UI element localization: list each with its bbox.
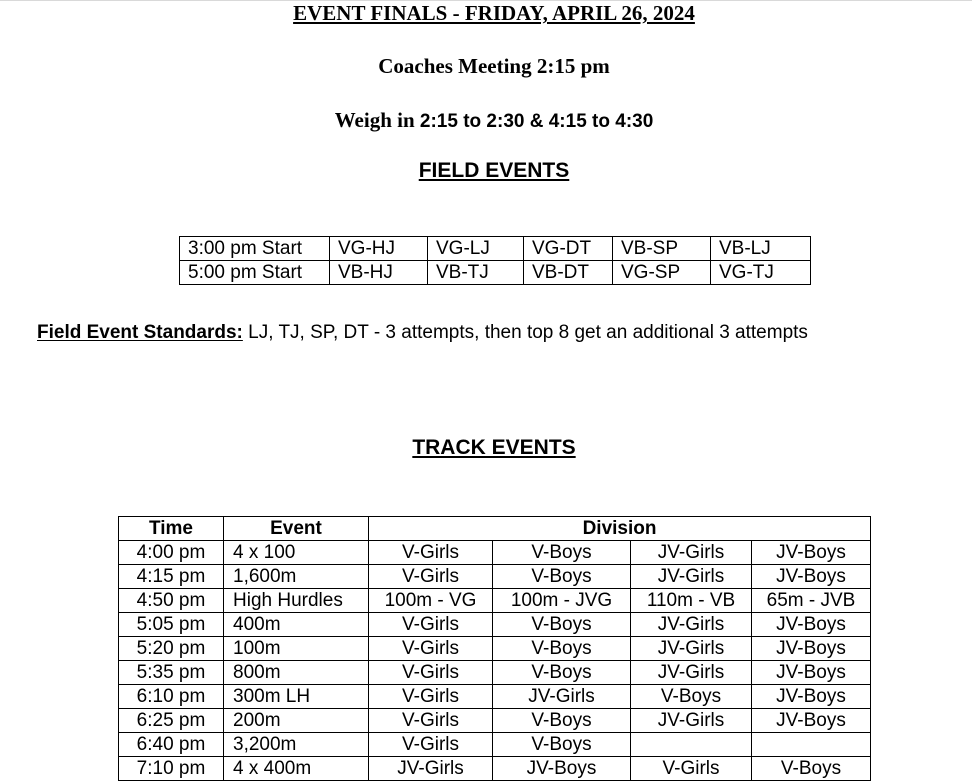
track-event-cell: 800m: [224, 661, 369, 685]
track-division-cell: V-Girls: [369, 565, 493, 589]
track-division-cell: JV-Girls: [631, 613, 752, 637]
track-time-cell: 6:40 pm: [119, 733, 224, 757]
field-start-time-cell: 3:00 pm Start: [180, 237, 330, 261]
track-division-cell: V-Boys: [631, 685, 752, 709]
track-division-cell: JV-Girls: [631, 565, 752, 589]
track-division-cell: V-Boys: [493, 565, 631, 589]
track-event-row: [119, 541, 871, 565]
track-division-cell: V-Boys: [493, 709, 631, 733]
track-event-cell: 1,600m: [224, 565, 369, 589]
track-event-row: [119, 613, 871, 637]
track-time-cell: 4:15 pm: [119, 565, 224, 589]
track-division-cell: JV-Boys: [752, 709, 871, 733]
track-division-cell: 110m - VB: [631, 589, 752, 613]
field-event-cell: VG-TJ: [711, 261, 811, 285]
field-start-time-cell: 5:00 pm Start: [180, 261, 330, 285]
track-division-cell: V-Boys: [752, 757, 871, 781]
track-event-row: [119, 709, 871, 733]
track-division-cell: [631, 733, 752, 757]
track-division-cell: V-Girls: [369, 637, 493, 661]
field-event-standards-label: Field Event Standards:: [37, 322, 243, 343]
column-header-event: Event: [224, 517, 369, 541]
track-division-cell: V-Boys: [493, 637, 631, 661]
track-division-cell: V-Boys: [493, 733, 631, 757]
track-event-cell: 400m: [224, 613, 369, 637]
track-division-cell: V-Girls: [369, 685, 493, 709]
track-event-row: [119, 661, 871, 685]
field-event-cell: VG-LJ: [428, 237, 524, 261]
track-event-row: [119, 733, 871, 757]
field-event-cell: VB-LJ: [711, 237, 811, 261]
track-events-table-body: [119, 541, 871, 781]
track-time-cell: 4:50 pm: [119, 589, 224, 613]
field-event-row: [180, 261, 811, 285]
track-event-cell: 4 x 400m: [224, 757, 369, 781]
track-division-cell: 65m - JVB: [752, 589, 871, 613]
track-division-cell: 100m - JVG: [493, 589, 631, 613]
track-event-cell: 4 x 100: [224, 541, 369, 565]
track-division-cell: JV-Boys: [752, 565, 871, 589]
track-time-cell: 7:10 pm: [119, 757, 224, 781]
track-division-cell: V-Girls: [369, 661, 493, 685]
track-division-cell: JV-Boys: [493, 757, 631, 781]
track-event-row: [119, 757, 871, 781]
weigh-in-label: Weigh in: [334, 108, 415, 132]
track-time-cell: 4:00 pm: [119, 541, 224, 565]
track-division-cell: V-Girls: [369, 709, 493, 733]
track-division-cell: JV-Boys: [752, 685, 871, 709]
track-time-cell: 5:20 pm: [119, 637, 224, 661]
track-division-cell: V-Girls: [369, 733, 493, 757]
field-event-cell: VB-HJ: [330, 261, 428, 285]
weigh-in-times: 2:15 to 2:30 & 4:15 to 4:30: [419, 111, 654, 132]
track-division-cell: JV-Boys: [752, 637, 871, 661]
track-division-cell: JV-Girls: [631, 661, 752, 685]
field-event-cell: VG-SP: [613, 261, 711, 285]
weigh-in-text: [0, 108, 972, 133]
coaches-meeting-text: Coaches Meeting 2:15 pm: [378, 54, 610, 78]
track-division-cell: V-Girls: [369, 613, 493, 637]
field-event-cell: VB-SP: [613, 237, 711, 261]
field-events-table: [179, 236, 811, 285]
track-division-cell: V-Boys: [493, 661, 631, 685]
track-division-cell: V-Girls: [631, 757, 752, 781]
track-division-cell: JV-Girls: [631, 637, 752, 661]
track-division-cell: JV-Boys: [752, 541, 871, 565]
field-event-standards-text: LJ, TJ, SP, DT - 3 attempts, then top 8 get an additional 3 attempts: [248, 322, 808, 343]
track-event-row: [119, 589, 871, 613]
track-event-cell: High Hurdles: [224, 589, 369, 613]
track-division-cell: JV-Boys: [752, 613, 871, 637]
track-division-cell: JV-Girls: [631, 709, 752, 733]
track-event-cell: 3,200m: [224, 733, 369, 757]
field-event-cell: VB-TJ: [428, 261, 524, 285]
track-event-cell: 300m LH: [224, 685, 369, 709]
track-division-cell: V-Boys: [493, 613, 631, 637]
track-event-cell: 100m: [224, 637, 369, 661]
track-table-header-row: [119, 517, 871, 541]
track-events-heading: TRACK EVENTS: [412, 436, 576, 459]
track-division-cell: V-Boys: [493, 541, 631, 565]
field-event-cell: VB-DT: [524, 261, 613, 285]
page-title: EVENT FINALS - FRIDAY, APRIL 26, 2024: [293, 1, 695, 25]
field-event-cell: VG-HJ: [330, 237, 428, 261]
field-event-standards: [37, 322, 808, 344]
track-time-cell: 5:35 pm: [119, 661, 224, 685]
field-events-heading: FIELD EVENTS: [418, 159, 570, 182]
track-event-cell: 200m: [224, 709, 369, 733]
column-header-division: Division: [369, 517, 871, 541]
field-event-row: [180, 237, 811, 261]
track-division-cell: 100m - VG: [369, 589, 493, 613]
field-event-cell: VG-DT: [524, 237, 613, 261]
track-division-cell: JV-Girls: [493, 685, 631, 709]
track-event-row: [119, 565, 871, 589]
track-division-cell: JV-Girls: [631, 541, 752, 565]
track-time-cell: 6:25 pm: [119, 709, 224, 733]
track-division-cell: [752, 733, 871, 757]
track-event-row: [119, 637, 871, 661]
track-time-cell: 6:10 pm: [119, 685, 224, 709]
column-header-time: Time: [119, 517, 224, 541]
track-division-cell: V-Girls: [369, 541, 493, 565]
track-division-cell: JV-Boys: [752, 661, 871, 685]
track-division-cell: JV-Girls: [369, 757, 493, 781]
track-time-cell: 5:05 pm: [119, 613, 224, 637]
field-events-table-body: [180, 237, 811, 285]
track-events-table: [118, 516, 871, 781]
track-event-row: [119, 685, 871, 709]
